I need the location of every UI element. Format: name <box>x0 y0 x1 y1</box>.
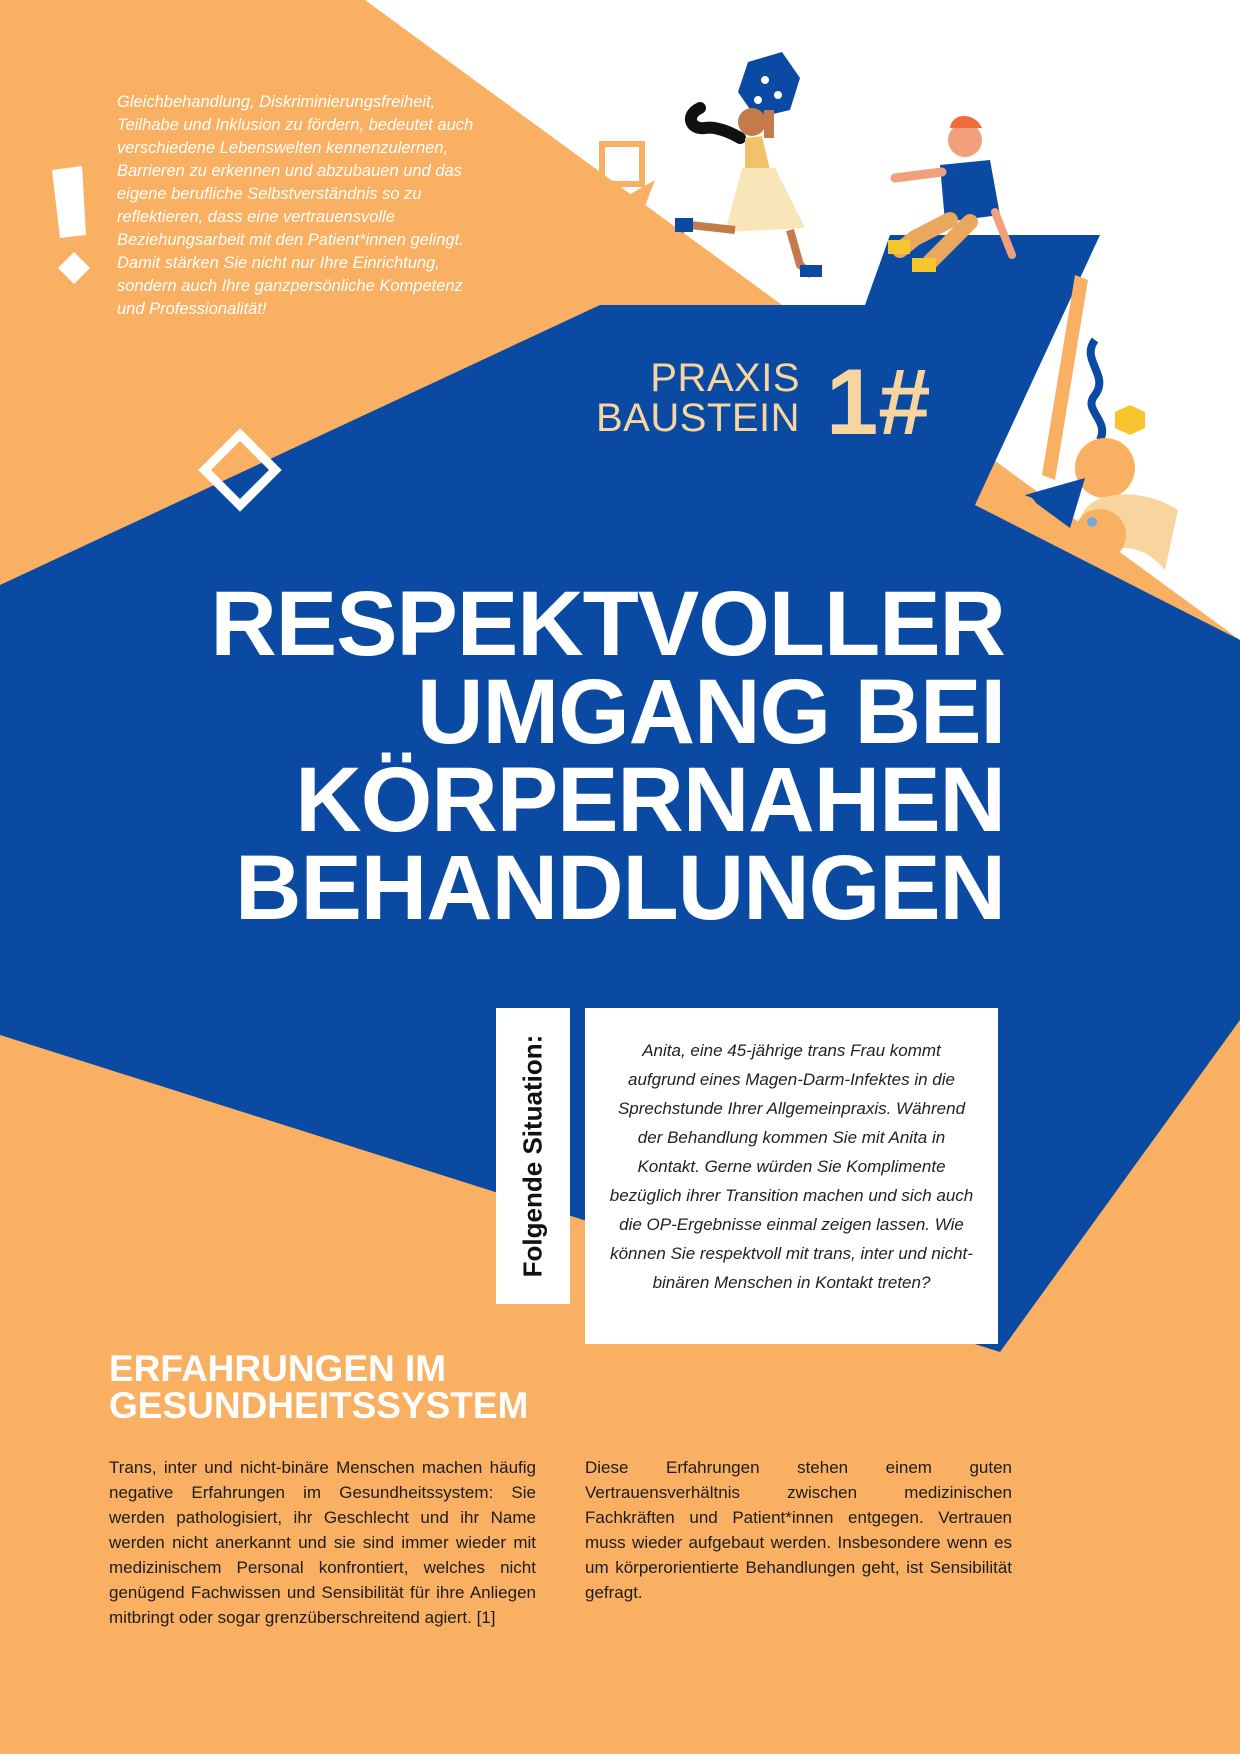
situation-label: Folgende Situation: <box>517 1034 548 1278</box>
title-line-3: KÖRPERNAHEN <box>295 749 1005 851</box>
page-title <box>90 573 1005 939</box>
intro-paragraph: Gleichbehandlung, Diskriminierungsfreiheit, Teilhabe und Inklusion zu fördern, bedeutet auch verschiedene Lebenswelten kennenzulernen, Barrieren zu erkennen und abzubauen und das eigene berufliche Selbstverständnis so zu reflektieren, dass eine vertrauensvolle Beziehungsarbeit mit den Patient*innen gelingt. Damit stärken Sie nicht nur Ihre Einrichtung, sondern auch Ihre ganzpersönliche Kompetenz und Professionalität! <box>117 93 474 318</box>
baustein-number: 1# <box>826 349 931 454</box>
situation-label-box <box>496 1008 570 1304</box>
praxis-baustein-label <box>560 358 800 438</box>
situation-text: Anita, eine 45-jährige trans Frau kommt aufgrund eines Magen-Darm-Infektes in die Sprechstunde Ihrer Allgemeinpraxis. Während der Behandlung kommen Sie mit Anita in Kontakt. Gerne würden Sie Komplimente bezüglich ihrer Transition machen und sich auch die OP-Ergebnisse einmal zeigen lassen. Wie können Sie respektvoll mit trans, inter und nicht-binären Menschen in Kontakt treten? <box>585 1008 998 1344</box>
title-line-1: RESPEKTVOLLER <box>210 573 1005 675</box>
body-column-left: Trans, inter und nicht-binäre Menschen machen häufig negative Erfahrungen im Gesundheitssystem: Sie werden pathologisiert, ihr Geschlecht und ihr Name werden nicht anerkannt und sie sind immer wieder mit medizinischem Personal konfrontiert, welches nicht genügend Fachwissen und Sensibilität für ihre Anliegen mitbringt oder sogar grenzüberschreitend agiert. [1] <box>109 1458 536 1627</box>
section-title <box>109 1350 528 1424</box>
body-column-right: Diese Erfahrungen stehen einem guten Vertrauensverhältnis zwischen medizinischen Fachkräften und Patient*innen entgegen. Vertrauen muss wieder aufgebaut werden. Insbesondere wenn es um körperorientierte Behandlungen geht, ist Sensibilität gefragt. <box>585 1458 1012 1602</box>
title-line-2: UMGANG BEI <box>417 661 1005 763</box>
section-title-line2: GESUNDHEITSSYSTEM <box>109 1385 529 1426</box>
title-line-4: BEHANDLUNGEN <box>235 837 1005 939</box>
section-title-line1: ERFAHRUNGEN IM <box>109 1348 447 1389</box>
praxis-label-line2: BAUSTEIN <box>595 396 800 440</box>
exclamation-icon <box>52 166 90 284</box>
praxis-label-line1: PRAXIS <box>650 356 800 400</box>
